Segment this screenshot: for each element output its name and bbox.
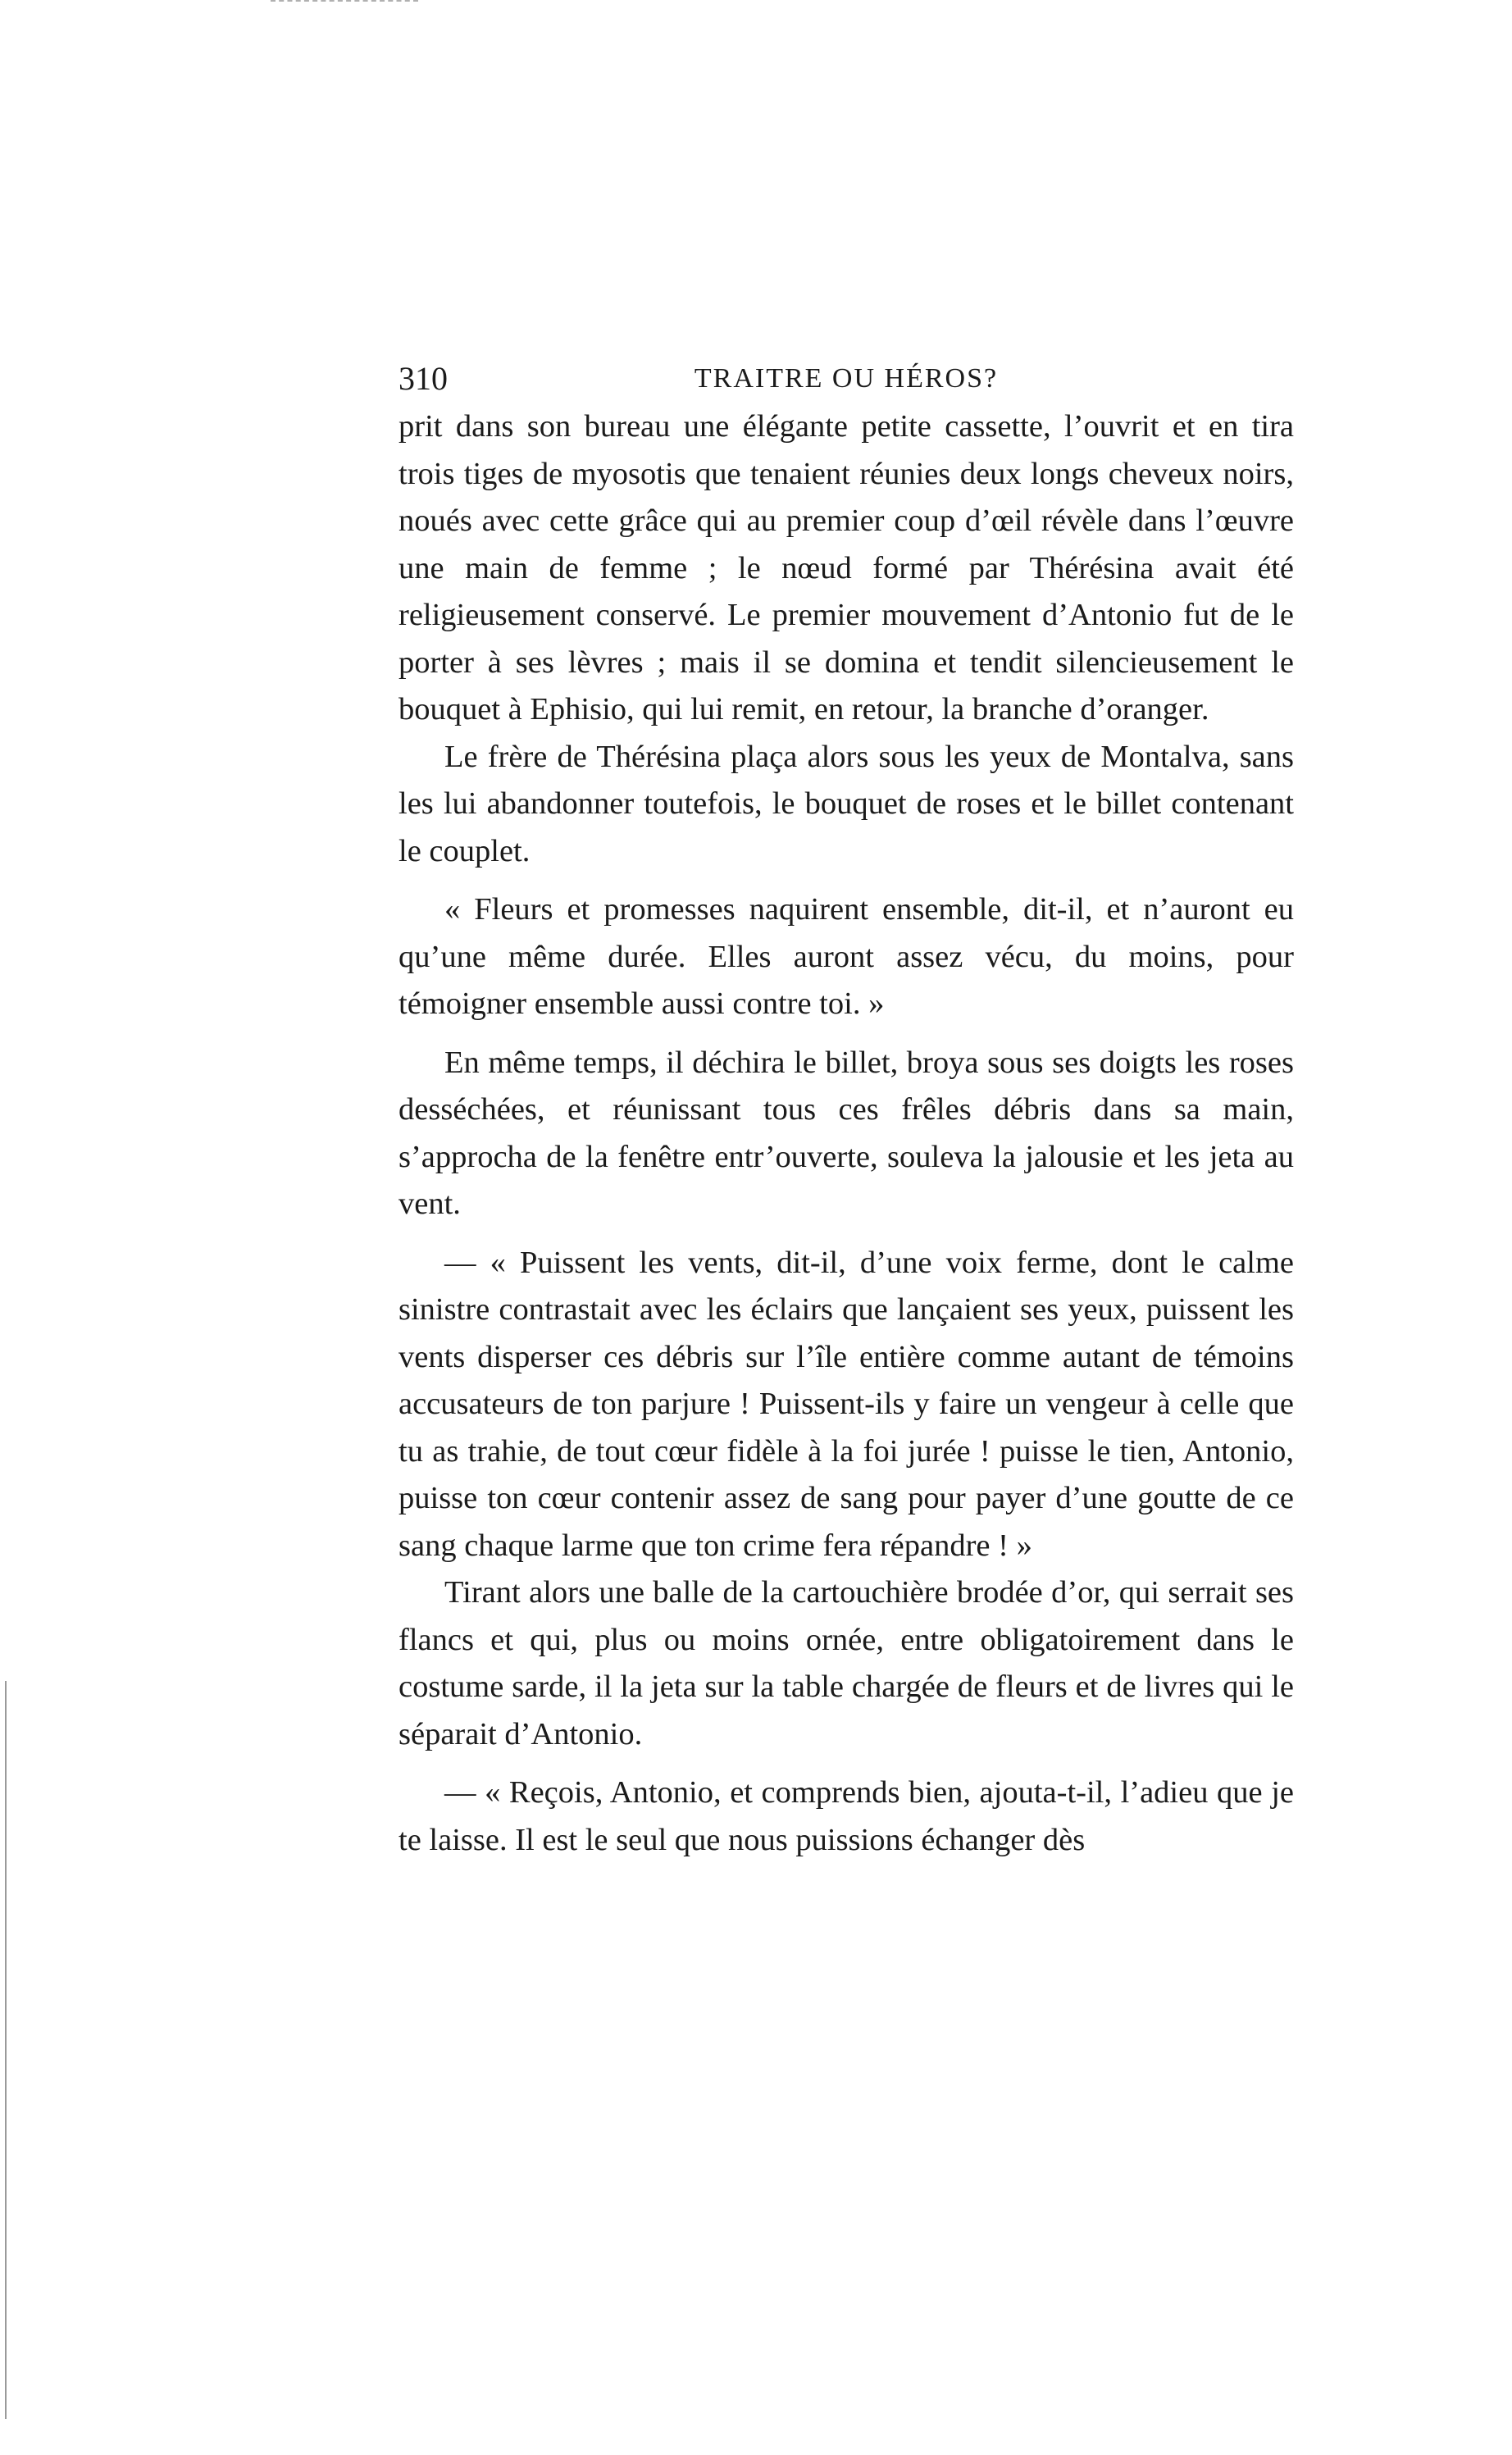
- running-title: TRAITRE OU HÉROS?: [694, 363, 999, 394]
- body-text: [398, 403, 1294, 1864]
- paragraph: Tirant alors une balle de la cartouchière brodée d’or, qui serrait ses flancs et qui, plus ou moins ornée, entre obligatoirement dans le costume sarde, il la jeta sur la table chargée de fleurs et de livres qui le séparait d’Antonio.: [398, 1575, 1294, 1751]
- paragraph: « Fleurs et promesses naquirent ensemble, dit-il, et n’auront eu qu’une même durée. Elles auront assez vécu, du moins, pour témoigner ensemble aussi contre toi. »: [398, 892, 1294, 1021]
- paragraph: Le frère de Thérésina plaça alors sous les yeux de Montalva, sans les lui abandonner toutefois, le bouquet de roses et le billet contenant le couplet.: [398, 739, 1294, 868]
- paragraph: — « Reçois, Antonio, et comprends bien, ajouta-t-il, l’adieu que je te laisse. Il est le seul que nous puissions échanger dès: [398, 1775, 1294, 1857]
- paragraph-gap: [398, 1028, 1294, 1040]
- scan-margin-line: [5, 1681, 7, 2419]
- page-number: 310: [398, 360, 448, 397]
- paragraph: prit dans son bureau une élégante petite cassette, l’ouvrit et en tira trois tiges de myosotis que tenaient réunies deux longs cheveux noirs, noués avec cette grâce qui au premier coup d’œil révèle dans l’œuvre une main de femme ; le nœud formé par Thérésina avait été religieusement conservé. Le premier mouvement d’Antonio fut de le porter à ses lèvres ; mais il se domina et tendit silencieusement le bouquet à Ephisio, qui lui remit, en retour, la branche d’oranger.: [398, 409, 1294, 726]
- scan-edge-dashes: [271, 0, 418, 4]
- paragraph-gap: [398, 1228, 1294, 1240]
- paragraph: En même temps, il déchira le billet, broya sous ses doigts les roses desséchées, et réunissant tous ces frêles débris dans sa main, s’approcha de la fenêtre entr’ouverte, souleva la jalousie et les jeta au vent.: [398, 1045, 1294, 1221]
- running-head: [398, 354, 1294, 403]
- paragraph-gap: [398, 875, 1294, 886]
- paragraph: — « Puissent les vents, dit-il, d’une voix ferme, dont le calme sinistre contrastait avec les éclairs que lançaient ses yeux, puissent les vents disperser ces débris sur l’île entière comme autant de témoins accusateurs de ton parjure ! Puissent-ils y faire un vengeur à celle que tu as trahie, de tout cœur fidèle à la foi jurée ! puisse le tien, Antonio, puisse ton cœur contenir assez de sang pour payer d’une goutte de ce sang chaque larme que ton crime fera répandre ! »: [398, 1245, 1294, 1563]
- paragraph-gap: [398, 1758, 1294, 1770]
